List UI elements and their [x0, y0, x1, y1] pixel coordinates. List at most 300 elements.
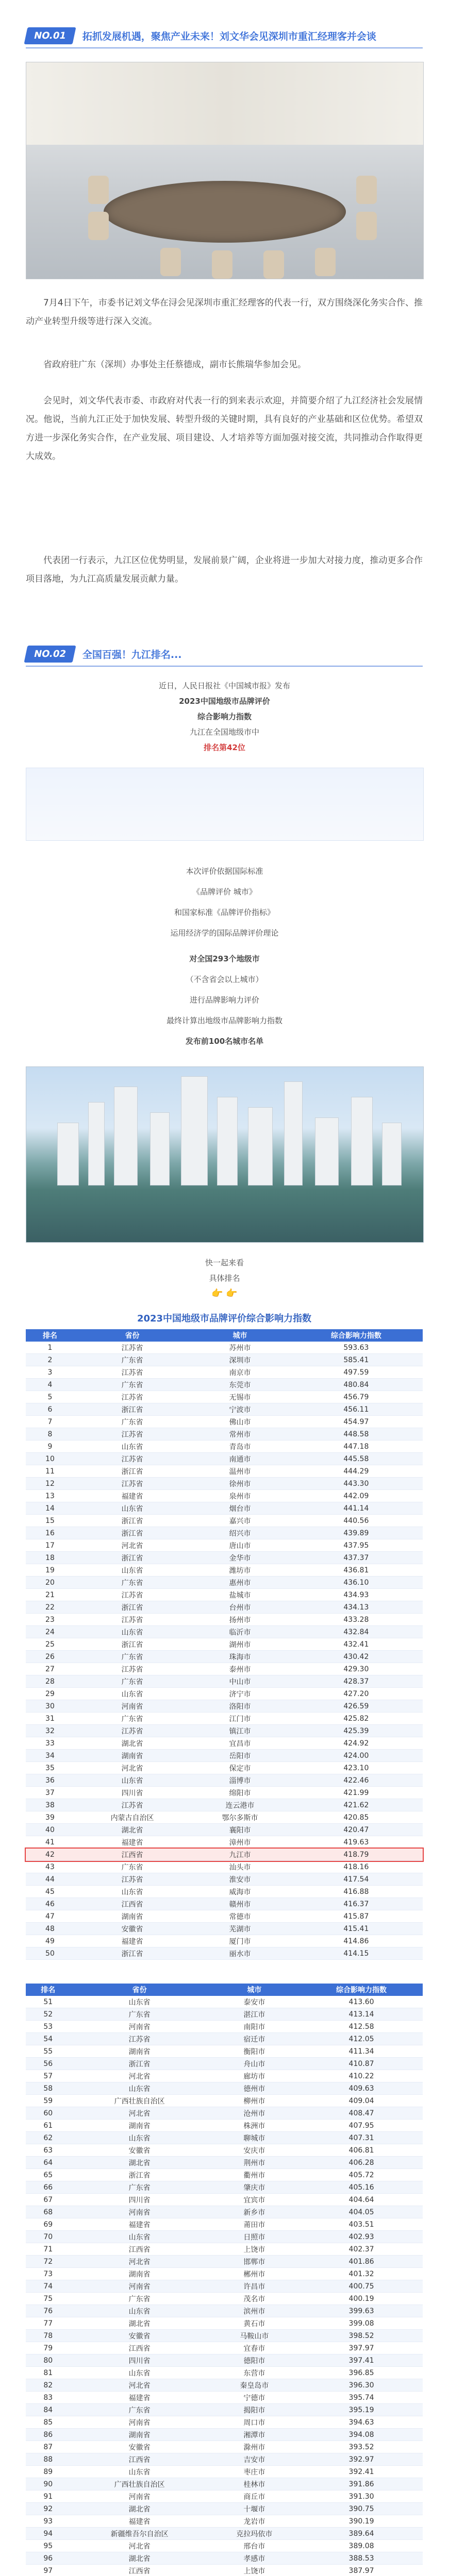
cell-city: 桂林市 [209, 2478, 300, 2490]
cell-rank: 79 [26, 2342, 71, 2354]
cell-city: 日照市 [209, 2231, 300, 2243]
table-row [26, 2367, 423, 2379]
cell-province: 江苏省 [74, 1428, 190, 1440]
cell-rank: 74 [26, 2280, 71, 2293]
info-line: 综合影响力指数 [197, 712, 252, 721]
cell-province: 广东省 [71, 2293, 209, 2305]
cell-city: 衡阳市 [209, 2045, 300, 2058]
cell-city: 珠海市 [190, 1651, 290, 1663]
table-row [26, 2095, 423, 2107]
cell-province: 河南省 [74, 1700, 190, 1713]
table-row [26, 2033, 423, 2045]
cell-index: 436.81 [290, 1564, 423, 1577]
info-line: 排名第42位 [204, 743, 245, 752]
cell-rank: 88 [26, 2453, 71, 2466]
table-row [26, 1774, 423, 1787]
cell-rank: 60 [26, 2107, 71, 2120]
cell-city: 南阳市 [209, 2021, 300, 2033]
table-row [26, 2120, 423, 2132]
table-row [26, 2231, 423, 2243]
cell-index: 408.47 [300, 2107, 423, 2120]
cell-city: 绍兴市 [190, 1527, 290, 1539]
header-rank: 排名 [26, 1329, 74, 1342]
cell-rank: 85 [26, 2416, 71, 2429]
cell-rank: 47 [26, 1910, 74, 1923]
cell-city: 惠州市 [190, 1577, 290, 1589]
cell-city: 泉州市 [190, 1490, 290, 1502]
cell-city: 汕头市 [190, 1861, 290, 1873]
table-row [26, 2330, 423, 2342]
cell-city: 九江市 [190, 1849, 290, 1861]
cell-city: 宿迁市 [209, 2033, 300, 2045]
cell-province: 广西壮族自治区 [71, 2095, 209, 2107]
cell-index: 416.88 [290, 1886, 423, 1898]
table-row [26, 2194, 423, 2206]
cell-city: 株洲市 [209, 2120, 300, 2132]
cell-index: 423.10 [290, 1762, 423, 1774]
cell-province: 江西省 [74, 1849, 190, 1861]
cell-province: 福建省 [74, 1836, 190, 1849]
cell-rank: 89 [26, 2466, 71, 2478]
cell-province: 山东省 [71, 2231, 209, 2243]
cell-index: 395.74 [300, 2392, 423, 2404]
cell-province: 山东省 [74, 1564, 190, 1577]
cell-index: 440.56 [290, 1515, 423, 1527]
table-row [26, 2218, 423, 2231]
cell-rank: 46 [26, 1898, 74, 1910]
table-row [26, 2268, 423, 2280]
cell-index: 437.95 [290, 1539, 423, 1552]
cell-province: 江苏省 [74, 1366, 190, 1379]
cell-city: 十堰市 [209, 2503, 300, 2515]
table-row [26, 1811, 423, 1824]
cell-index: 392.97 [300, 2453, 423, 2466]
cell-rank: 73 [26, 2268, 71, 2280]
paragraph: 7月4日下午，市委书记刘文华在浔会见深圳市重汇经理客的代表一行，双方围绕深化务实合作、推动产业转型升级等进行深入交流。 [26, 298, 423, 327]
cell-rank: 97 [26, 2565, 71, 2576]
cell-province: 江苏省 [74, 1799, 190, 1811]
cell-index: 413.60 [300, 1996, 423, 2008]
cell-province: 河南省 [71, 2021, 209, 2033]
cell-province: 广东省 [74, 1379, 190, 1391]
cell-rank: 15 [26, 1515, 74, 1527]
cell-city: 漳州市 [190, 1836, 290, 1849]
cell-rank: 21 [26, 1589, 74, 1601]
cell-index: 392.41 [300, 2466, 423, 2478]
cell-index: 497.59 [290, 1366, 423, 1379]
cell-rank: 52 [26, 2008, 71, 2021]
cell-province: 安徽省 [74, 1923, 190, 1935]
cell-city: 马鞍山市 [209, 2330, 300, 2342]
table-row [26, 1515, 423, 1527]
cell-city: 青岛市 [190, 1440, 290, 1453]
cell-province: 浙江省 [74, 1527, 190, 1539]
table-row [26, 1700, 423, 1713]
cell-index: 404.64 [300, 2194, 423, 2206]
cell-city: 克拉玛依市 [209, 2528, 300, 2540]
cell-index: 419.63 [290, 1836, 423, 1849]
cell-rank: 7 [26, 1416, 74, 1428]
cell-index: 418.16 [290, 1861, 423, 1873]
cell-rank: 45 [26, 1886, 74, 1898]
cell-province: 河北省 [71, 2379, 209, 2392]
cell-province: 湖北省 [71, 2157, 209, 2169]
cell-index: 415.41 [290, 1923, 423, 1935]
text-line: 最终计算出地级市品牌影响力指数 [166, 1016, 282, 1025]
cell-rank: 44 [26, 1873, 74, 1886]
cell-city: 镇江市 [190, 1725, 290, 1737]
cell-rank: 33 [26, 1737, 74, 1750]
cell-city: 岳阳市 [190, 1750, 290, 1762]
cell-province: 浙江省 [74, 1947, 190, 1960]
table-row [26, 2342, 423, 2354]
table-row [26, 1564, 423, 1577]
cell-index: 433.28 [290, 1614, 423, 1626]
cell-rank: 16 [26, 1527, 74, 1539]
cell-province: 江苏省 [74, 1614, 190, 1626]
cell-province: 湖南省 [74, 1910, 190, 1923]
cell-index: 444.29 [290, 1465, 423, 1478]
cell-rank: 35 [26, 1762, 74, 1774]
cell-city: 南通市 [190, 1453, 290, 1465]
table-row [26, 1787, 423, 1799]
header-province: 省份 [71, 1984, 209, 1996]
cell-province: 广东省 [74, 1713, 190, 1725]
cell-index: 396.85 [300, 2367, 423, 2379]
cell-city: 淮安市 [190, 1873, 290, 1886]
cell-index: 400.75 [300, 2280, 423, 2293]
cell-rank: 82 [26, 2379, 71, 2392]
text-line: （不含省会以上城市） [186, 975, 263, 984]
cell-rank: 29 [26, 1688, 74, 1700]
cell-province: 河北省 [71, 2256, 209, 2268]
table-row [26, 2045, 423, 2058]
cell-province: 广东省 [71, 2181, 209, 2194]
cell-index: 399.63 [300, 2305, 423, 2317]
table-row [26, 2565, 423, 2576]
cell-province: 湖南省 [74, 1750, 190, 1762]
cell-index: 456.11 [290, 1403, 423, 1416]
cell-city: 扬州市 [190, 1614, 290, 1626]
divider [26, 47, 423, 48]
cell-city: 丽水市 [190, 1947, 290, 1960]
table-row [26, 1527, 423, 1539]
cell-province: 湖南省 [71, 2120, 209, 2132]
info-line: 九江在全国地级市中 [189, 727, 259, 737]
cell-rank: 69 [26, 2218, 71, 2231]
cell-province: 湖北省 [71, 2317, 209, 2330]
cell-province: 湖南省 [71, 2045, 209, 2058]
cell-rank: 8 [26, 1428, 74, 1440]
cell-province: 安徽省 [71, 2441, 209, 2453]
cell-province: 江西省 [71, 2565, 209, 2576]
cell-index: 389.64 [300, 2528, 423, 2540]
table-row [26, 1502, 423, 1515]
cell-city: 佛山市 [190, 1416, 290, 1428]
cell-index: 387.97 [300, 2565, 423, 2576]
cell-index: 395.19 [300, 2404, 423, 2416]
cell-index: 407.31 [300, 2132, 423, 2144]
cell-rank: 90 [26, 2478, 71, 2490]
table-row [26, 2503, 423, 2515]
cell-province: 浙江省 [74, 1638, 190, 1651]
cell-city: 郴州市 [209, 2268, 300, 2280]
cell-rank: 92 [26, 2503, 71, 2515]
table-row [26, 2416, 423, 2429]
cell-city: 舟山市 [209, 2058, 300, 2070]
cell-province: 山东省 [71, 2305, 209, 2317]
cell-rank: 76 [26, 2305, 71, 2317]
cell-province: 江西省 [71, 2453, 209, 2466]
cell-rank: 41 [26, 1836, 74, 1849]
cell-rank: 5 [26, 1391, 74, 1403]
text-line: 运用经济学的国际品牌评价理论 [170, 928, 279, 938]
cell-rank: 87 [26, 2441, 71, 2453]
cell-city: 临沂市 [190, 1626, 290, 1638]
cell-province: 山东省 [71, 2466, 209, 2478]
cell-province: 广东省 [71, 2404, 209, 2416]
cell-index: 397.97 [300, 2342, 423, 2354]
cell-province: 浙江省 [74, 1403, 190, 1416]
cell-city: 茂名市 [209, 2293, 300, 2305]
cell-index: 409.04 [300, 2095, 423, 2107]
cell-province: 河北省 [74, 1762, 190, 1774]
cell-province: 浙江省 [74, 1601, 190, 1614]
cell-city: 常德市 [190, 1910, 290, 1923]
cell-rank: 11 [26, 1465, 74, 1478]
cell-city: 衢州市 [209, 2169, 300, 2181]
cell-rank: 56 [26, 2058, 71, 2070]
cell-city: 徐州市 [190, 1478, 290, 1490]
table-row [26, 1552, 423, 1564]
cell-index: 425.82 [290, 1713, 423, 1725]
table-row [26, 2490, 423, 2503]
cell-city: 沧州市 [209, 2107, 300, 2120]
cell-index: 422.46 [290, 1774, 423, 1787]
table-row [26, 1898, 423, 1910]
cell-province: 福建省 [71, 2392, 209, 2404]
cell-city: 淄博市 [190, 1774, 290, 1787]
cell-rank: 31 [26, 1713, 74, 1725]
table-row [26, 2354, 423, 2367]
cell-city: 安庆市 [209, 2144, 300, 2157]
table-row [26, 2305, 423, 2317]
cell-index: 437.37 [290, 1552, 423, 1564]
paragraph: 会见时，刘文华代表市委、市政府对代表一行的到来表示欢迎，并简要介绍了九江经济社会发展情况。他说，当前九江正处于加快发展、转型升级的关键时期，具有良好的产业基础和区位优势。希望双方进一步深化务实合作，在产业发展、项目建设、人才培养等方面加强对接交流，共同推动合作取得更大成效。 [26, 396, 423, 462]
cell-index: 410.22 [300, 2070, 423, 2082]
table-row [26, 2082, 423, 2095]
paragraph: 代表团一行表示，九江区位优势明显，发展前景广阔，企业将进一步加大对接力度，推动更多合作项目落地，为九江高质量发展贡献力量。 [26, 555, 423, 584]
cell-city: 邢台市 [209, 2540, 300, 2552]
cell-rank: 72 [26, 2256, 71, 2268]
cell-province: 湖北省 [71, 2503, 209, 2515]
cell-province: 河北省 [71, 2540, 209, 2552]
cell-rank: 22 [26, 1601, 74, 1614]
cell-city: 江门市 [190, 1713, 290, 1725]
cell-rank: 34 [26, 1750, 74, 1762]
cell-rank: 55 [26, 2045, 71, 2058]
cell-city: 孝感市 [209, 2552, 300, 2565]
cell-rank: 42 [26, 1849, 74, 1861]
cell-city: 廊坊市 [209, 2070, 300, 2082]
header-rank: 排名 [26, 1984, 71, 1996]
table-row [26, 2540, 423, 2552]
cell-rank: 28 [26, 1675, 74, 1688]
cell-city: 周口市 [209, 2416, 300, 2429]
cell-index: 410.87 [300, 2058, 423, 2070]
cell-province: 江苏省 [74, 1725, 190, 1737]
cell-province: 山东省 [74, 1688, 190, 1700]
cell-city: 许昌市 [209, 2280, 300, 2293]
cell-rank: 6 [26, 1403, 74, 1416]
cell-rank: 48 [26, 1923, 74, 1935]
cell-city: 上饶市 [209, 2243, 300, 2256]
cell-city: 芜湖市 [190, 1923, 290, 1935]
table-row [26, 2478, 423, 2490]
table-row [26, 1651, 423, 1663]
table-row [26, 2070, 423, 2082]
cell-rank: 77 [26, 2317, 71, 2330]
cell-city: 鄂尔多斯市 [190, 1811, 290, 1824]
cell-rank: 49 [26, 1935, 74, 1947]
table-row [26, 2206, 423, 2218]
cell-province: 河北省 [71, 2070, 209, 2082]
cell-rank: 9 [26, 1440, 74, 1453]
table-row [26, 2379, 423, 2392]
cell-index: 426.59 [290, 1700, 423, 1713]
cell-city: 东莞市 [190, 1379, 290, 1391]
cell-rank: 40 [26, 1824, 74, 1836]
cell-rank: 63 [26, 2144, 71, 2157]
table-row [26, 1354, 423, 1366]
cell-index: 434.13 [290, 1601, 423, 1614]
cell-province: 山东省 [74, 1886, 190, 1898]
cell-province: 广东省 [74, 1354, 190, 1366]
info-line: 2023中国地级市品牌评价 [179, 697, 270, 706]
cell-province: 内蒙古自治区 [74, 1811, 190, 1824]
meeting-photo [26, 62, 424, 279]
cell-province: 山东省 [71, 2132, 209, 2144]
emoji-icons: 👉 👉 [211, 1288, 238, 1299]
cell-city: 德州市 [209, 2082, 300, 2095]
cell-index: 413.14 [300, 2008, 423, 2021]
cell-rank: 58 [26, 2082, 71, 2095]
cell-index: 456.79 [290, 1391, 423, 1403]
cell-province: 四川省 [71, 2354, 209, 2367]
cell-city: 枣庄市 [209, 2466, 300, 2478]
cell-index: 436.10 [290, 1577, 423, 1589]
cell-province: 湖北省 [71, 2552, 209, 2565]
cell-rank: 67 [26, 2194, 71, 2206]
cell-province: 广东省 [74, 1675, 190, 1688]
cell-rank: 27 [26, 1663, 74, 1675]
text-line: 本次评价依据国际标准 [186, 867, 263, 876]
cell-city: 襄阳市 [190, 1824, 290, 1836]
cell-province: 山东省 [74, 1774, 190, 1787]
text-line: 发布前100名城市名单 [185, 1037, 264, 1046]
cell-rank: 61 [26, 2120, 71, 2132]
table-row [26, 1440, 423, 1453]
ranking-table-1 [26, 1329, 423, 1960]
table-row [26, 2552, 423, 2565]
table-row [26, 1453, 423, 1465]
text-line: 和国家标准《品牌评价指标》 [174, 908, 275, 917]
cell-province: 广东省 [71, 2008, 209, 2021]
table-row [26, 1849, 423, 1861]
cell-city: 嘉兴市 [190, 1515, 290, 1527]
cell-index: 405.72 [300, 2169, 423, 2181]
cell-rank: 66 [26, 2181, 71, 2194]
table-row [26, 2058, 423, 2070]
divider [26, 666, 423, 667]
cell-index: 391.86 [300, 2478, 423, 2490]
cell-index: 401.32 [300, 2268, 423, 2280]
header-city: 城市 [190, 1329, 290, 1342]
cell-index: 397.41 [300, 2354, 423, 2367]
cell-city: 商丘市 [209, 2490, 300, 2503]
cell-city: 滨州市 [209, 2305, 300, 2317]
table-row [26, 1947, 423, 1960]
header-index: 综合影响力指数 [300, 1984, 423, 1996]
header-province: 省份 [74, 1329, 190, 1342]
table-row [26, 2132, 423, 2144]
cell-index: 418.79 [290, 1849, 423, 1861]
cell-province: 河南省 [71, 2280, 209, 2293]
cell-city: 德阳市 [209, 2354, 300, 2367]
cell-index: 409.63 [300, 2082, 423, 2095]
cell-city: 赣州市 [190, 1898, 290, 1910]
cell-index: 399.08 [300, 2317, 423, 2330]
table-row [26, 1836, 423, 1849]
cell-province: 湖南省 [71, 2429, 209, 2441]
table-row [26, 1737, 423, 1750]
cell-rank: 30 [26, 1700, 74, 1713]
cell-rank: 51 [26, 1996, 71, 2008]
city-photo [26, 1066, 424, 1243]
section-title: 拓抓发展机遇，聚焦产业未来！刘文华会见深圳市重汇经理客并会谈 [82, 30, 376, 42]
table-row [26, 1996, 423, 2008]
cell-province: 河南省 [71, 2416, 209, 2429]
cell-city: 唐山市 [190, 1539, 290, 1552]
cell-index: 400.19 [300, 2293, 423, 2305]
section-number: NO.01 [24, 27, 76, 44]
cell-rank: 71 [26, 2243, 71, 2256]
table-row [26, 1861, 423, 1873]
cell-city: 柳州市 [209, 2095, 300, 2107]
cell-rank: 23 [26, 1614, 74, 1626]
table-row [26, 1910, 423, 1923]
cell-index: 417.54 [290, 1873, 423, 1886]
cell-city: 盐城市 [190, 1589, 290, 1601]
cell-rank: 81 [26, 2367, 71, 2379]
cell-province: 广东省 [74, 1861, 190, 1873]
cell-city: 宜昌市 [190, 1737, 290, 1750]
cell-rank: 54 [26, 2033, 71, 2045]
cell-province: 山东省 [74, 1440, 190, 1453]
table-row [26, 2008, 423, 2021]
cell-city: 宜春市 [209, 2342, 300, 2354]
cell-rank: 62 [26, 2132, 71, 2144]
cell-city: 湛江市 [209, 2008, 300, 2021]
cell-province: 湖北省 [74, 1824, 190, 1836]
cell-province: 江苏省 [74, 1391, 190, 1403]
cell-city: 连云港市 [190, 1799, 290, 1811]
cell-province: 四川省 [71, 2194, 209, 2206]
cell-index: 480.84 [290, 1379, 423, 1391]
table-row [26, 1799, 423, 1811]
cell-rank: 14 [26, 1502, 74, 1515]
table-title: 2023中国地级市品牌评价综合影响力指数 [137, 1313, 312, 1324]
